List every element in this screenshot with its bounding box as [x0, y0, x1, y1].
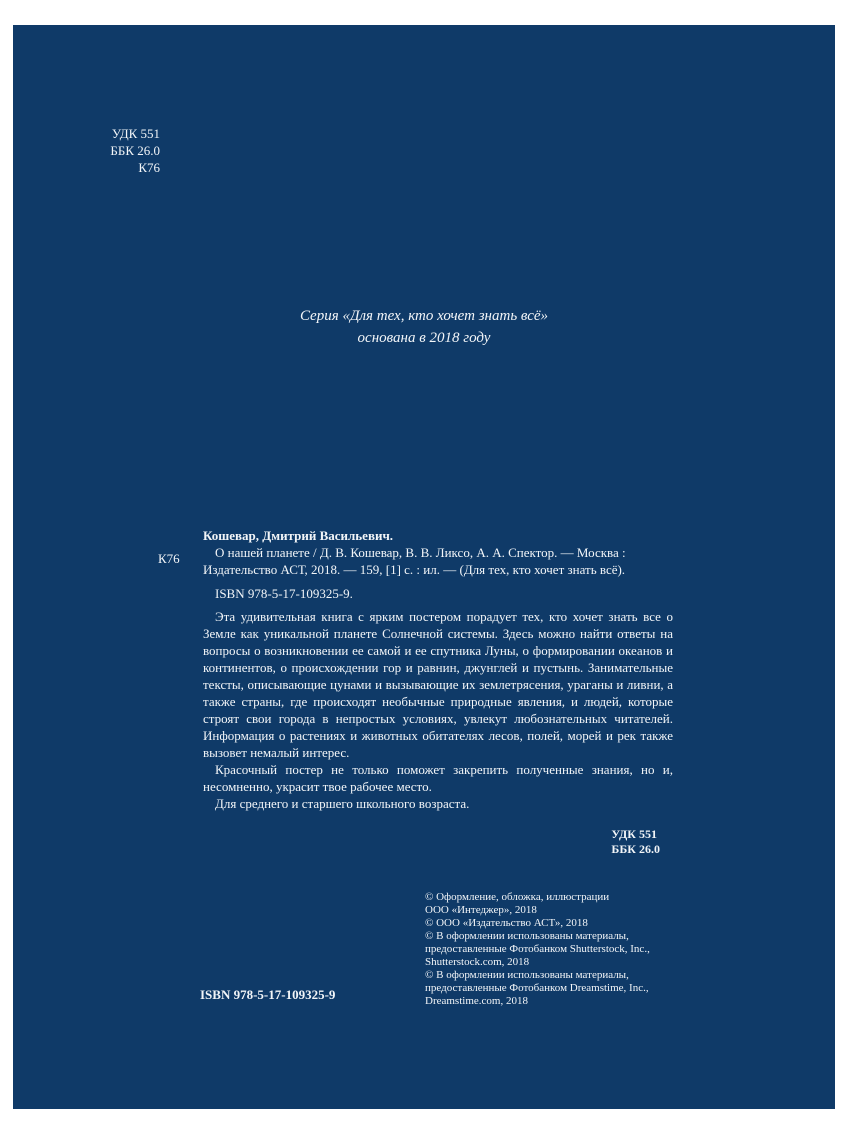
- series-note: [13, 305, 835, 349]
- copyright-line: © В оформлении использованы материалы,: [425, 969, 629, 981]
- bbk-code-bottom: ББК 26.0: [611, 842, 660, 856]
- card-isbn: ISBN 978-5-17-109325-9.: [215, 586, 353, 601]
- isbn-footer: ISBN 978-5-17-109325-9: [200, 987, 336, 1002]
- copyright-line: Shutterstock.com, 2018: [425, 956, 530, 968]
- author-mark: К76: [138, 160, 160, 175]
- annotation-paragraph-1: Эта удивительная книга с ярким постером порадует тех, кто хочет знать все о Земле как уникальной планете Солнечной системы. Здесь можно найти ответы на вопросы о возникновении ее самой и ее спутника Луны, о формировании океанов и континентов, о происхождении гор и равнин, джунглей и пустынь. Занимательные тексты, описывающие цунами и вызывающие их землетрясения, ураганы и ливни, а также страны, где происходят необычные природные явления, и людей, которые строят свои города в непростых условиях, увлекут любознательных читателей. Информация о растениях и животных обитателях лесов, полей, морей и рек также вызовет немалый интерес.: [203, 609, 673, 760]
- card-title-line-1: О нашей планете / Д. В. Кошевар, В. В. Ликсо, А. А. Спектор. — Москва :: [215, 545, 626, 560]
- copyright-line: ООО «Интеджер», 2018: [425, 904, 537, 916]
- copyright-line: Dreamstime.com, 2018: [425, 995, 528, 1007]
- bbk-code: ББК 26.0: [110, 143, 160, 158]
- imprint-panel: [13, 25, 835, 1109]
- series-line-1: Серия «Для тех, кто хочет знать всё»: [299, 308, 549, 324]
- copyright-line: предоставленные Фотобанком Shutterstock, Inc.,: [425, 943, 650, 955]
- copyright-block: [425, 891, 725, 1008]
- udk-code: УДК 551: [111, 126, 160, 141]
- copyright-line: © ООО «Издательство АСТ», 2018: [425, 917, 588, 929]
- card-author-mark: К76: [158, 551, 180, 566]
- udk-code-bottom: УДК 551: [611, 827, 657, 841]
- copyright-line: © Оформление, обложка, иллюстрации: [425, 891, 610, 903]
- copyright-line: © В оформлении использованы материалы,: [425, 930, 629, 942]
- catalog-card: [203, 527, 673, 812]
- copyright-line: предоставленные Фотобанком Dreamstime, Inc.,: [425, 982, 649, 994]
- classification-bottom: [611, 827, 660, 857]
- annotation-paragraph-2: Красочный постер не только поможет закрепить полученные знания, но и, несомненно, украсит твое рабочее место.: [203, 762, 673, 794]
- annotation-paragraph-3: Для среднего и старшего школьного возраста.: [215, 796, 470, 811]
- series-line-2: основана в 2018 году: [357, 330, 491, 346]
- classification-top: [85, 125, 160, 176]
- card-author: Кошевар, Дмитрий Васильевич.: [203, 528, 394, 543]
- card-title-line-2: Издательство АСТ, 2018. — 159, [1] с. : ил. — (Для тех, кто хочет знать всё).: [203, 562, 626, 577]
